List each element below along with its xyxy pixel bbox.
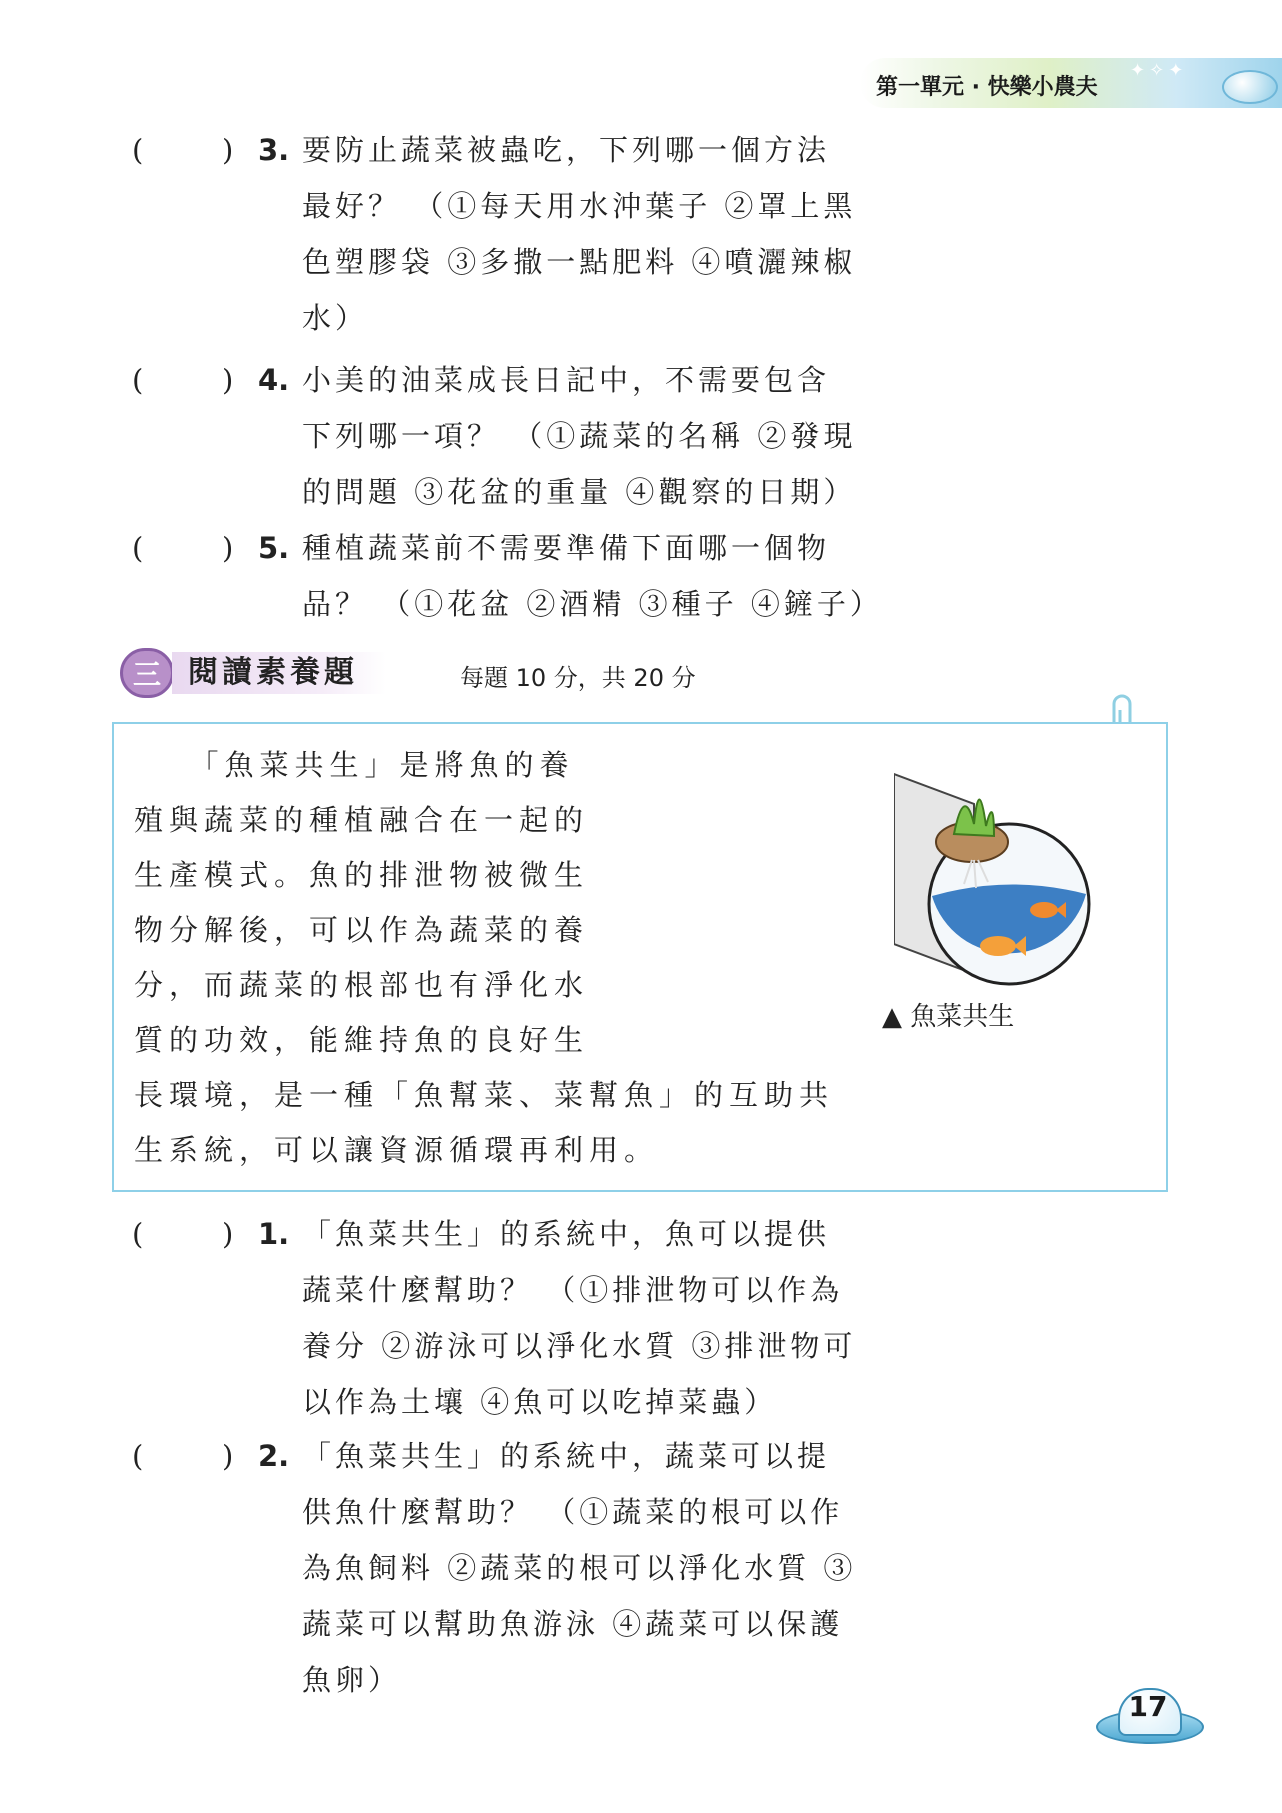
question-line: 最好？ （①每天用水沖葉子 ②罩上黑: [302, 189, 857, 223]
question-text: [302, 122, 1172, 346]
section-badge: 三: [120, 648, 174, 698]
question-line: 色塑膠袋 ③多撒一點肥料 ④噴灑辣椒: [302, 245, 857, 279]
question-line: 品？ （①花盆 ②酒精 ③種子 ④鏟子）: [302, 587, 883, 621]
question-line: 下列哪一項？ （①蔬菜的名稱 ②發現: [302, 419, 857, 453]
reading-line: 生系統，可以讓資源循環再利用。: [134, 1133, 660, 1167]
answer-paren-left[interactable]: (: [132, 531, 144, 565]
answer-paren-right: ): [222, 1217, 234, 1251]
answer-paren-right: ): [222, 133, 234, 167]
reading-line: 質的功效，能維持魚的良好生: [134, 1023, 590, 1057]
question-line: 為魚飼料 ②蔬菜的根可以淨化水質 ③: [302, 1551, 857, 1585]
question-number: 5.: [258, 531, 290, 565]
figure-caption: ▲ 魚菜共生: [882, 1002, 1015, 1032]
section-score: 每題 10 分，共 20 分: [460, 664, 696, 692]
answer-paren-right: ): [222, 1439, 234, 1473]
question-line: 種植蔬菜前不需要準備下面哪一個物: [302, 531, 831, 565]
answer-paren-left[interactable]: (: [132, 1439, 144, 1473]
answer-paren-left[interactable]: (: [132, 363, 144, 397]
answer-paren-left[interactable]: (: [132, 1217, 144, 1251]
aquaponics-illustration: [894, 764, 1094, 994]
question-line: 蔬菜可以幫助魚游泳 ④蔬菜可以保護: [302, 1607, 844, 1641]
question-number: 1.: [258, 1217, 290, 1251]
answer-paren-right: ): [222, 363, 234, 397]
answer-paren-right: ): [222, 531, 234, 565]
reading-line: 生產模式。魚的排泄物被微生: [134, 858, 590, 892]
reading-line: 長環境，是一種「魚幫菜、菜幫魚」的互助共: [134, 1078, 835, 1112]
question-text: [302, 352, 1172, 520]
question-line: 魚卵）: [302, 1663, 402, 1697]
unit-title: 第一單元 · 快樂小農夫: [876, 75, 1098, 100]
question-text: [302, 520, 1172, 632]
answer-paren-left[interactable]: (: [132, 133, 144, 167]
question-number: 4.: [258, 363, 290, 397]
planet-icon: [1222, 70, 1278, 104]
page-number: 17: [1128, 1690, 1168, 1723]
question-line: 小美的油菜成長日記中，不需要包含: [302, 363, 831, 397]
question-line: 水）: [302, 301, 369, 335]
reading-line: 殖與蔬菜的種植融合在一起的: [134, 803, 590, 837]
decorative-stars-icon: ✦ ✧ ✦: [1130, 60, 1184, 81]
reading-passage-box: [112, 722, 1168, 1192]
reading-line: 「魚菜共生」是將魚的養: [134, 748, 575, 782]
question-number: 3.: [258, 133, 290, 167]
question-line: 「魚菜共生」的系統中，魚可以提供: [302, 1217, 831, 1251]
question-line: 蔬菜什麼幫助？ （①排泄物可以作為: [302, 1273, 844, 1307]
reading-line: 物分解後，可以作為蔬菜的養: [134, 913, 590, 947]
question-line: 供魚什麼幫助？ （①蔬菜的根可以作: [302, 1495, 844, 1529]
question-text: [302, 1206, 1172, 1430]
question-line: 以作為土壤 ④魚可以吃掉菜蟲）: [302, 1385, 778, 1419]
question-line: 要防止蔬菜被蟲吃，下列哪一個方法: [302, 133, 831, 167]
question-line: 養分 ②游泳可以淨化水質 ③排泄物可: [302, 1329, 857, 1363]
question-number: 2.: [258, 1439, 290, 1473]
question-line: 「魚菜共生」的系統中，蔬菜可以提: [302, 1439, 831, 1473]
page-number-badge: [1096, 1688, 1200, 1750]
question-text: [302, 1428, 1172, 1708]
question-line: 的問題 ③花盆的重量 ④觀察的日期）: [302, 475, 857, 509]
section-title: 閱讀素養題: [172, 652, 386, 694]
reading-line: 分，而蔬菜的根部也有淨化水: [134, 968, 590, 1002]
